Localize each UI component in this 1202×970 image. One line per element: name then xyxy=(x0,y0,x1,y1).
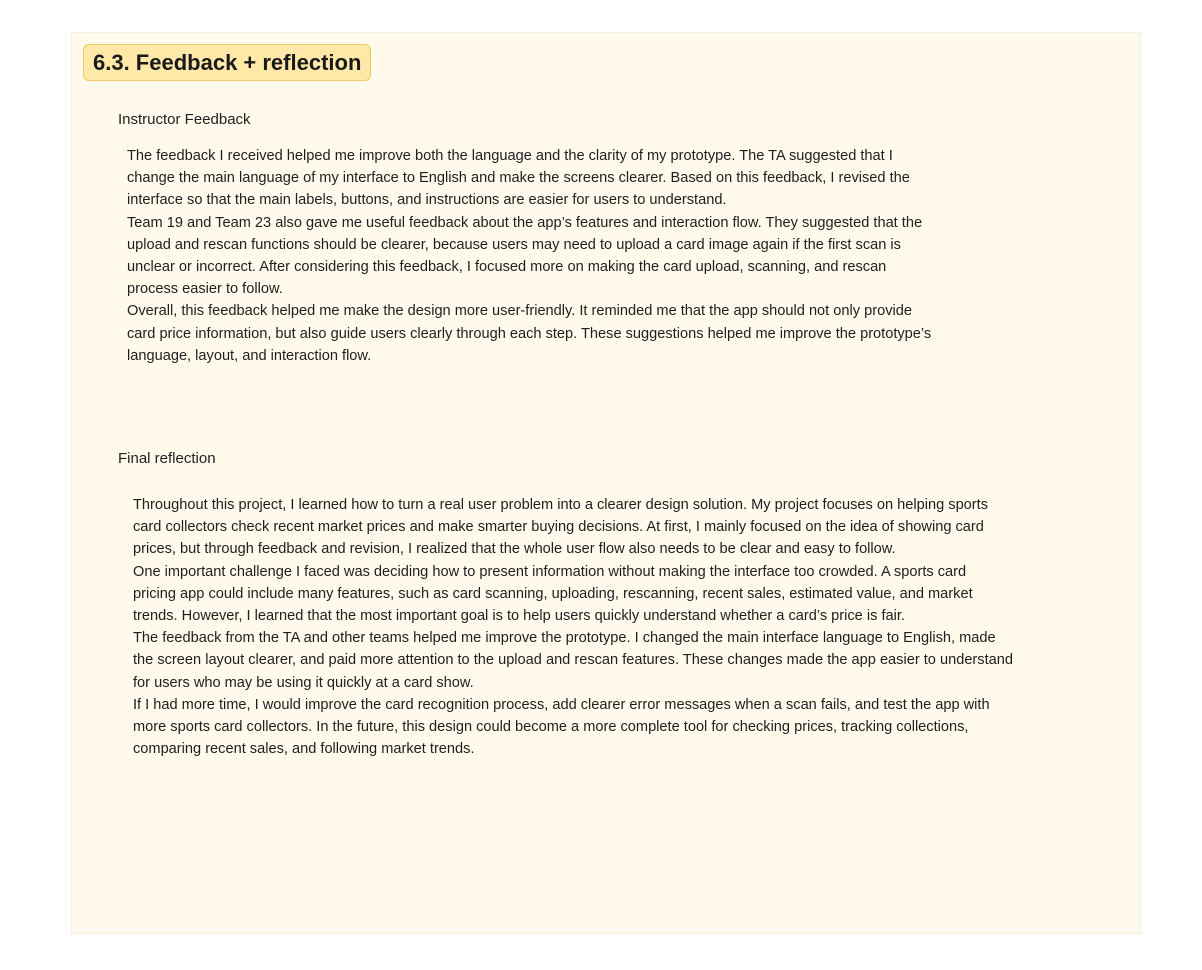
feedback-paragraph: The feedback I received helped me improve both the language and the clarity of my prototype. The TA suggested that I change the main language of my interface to English and make the screens clearer. Based on this feedback, I revised the interface so that the main labels, buttons, and instructions are easier for users to understand. xyxy=(127,148,910,209)
reflection-paragraph: If I had more time, I would improve the card recognition process, add clearer error messages when a scan fails, and test the app with more sports card collectors. In the future, this design could become a more complete tool for checking prices, tracking collections, comparing recent sales, and following market trends. xyxy=(133,696,990,758)
instructor-feedback-heading: Instructor Feedback xyxy=(118,111,251,128)
reflection-paragraph: The feedback from the TA and other teams helped me improve the prototype. I changed the main interface language to English, made the screen layout clearer, and paid more attention to the upload and rescan features. These changes made the app easier to understand for users who may be using it quickly at a card show. xyxy=(133,630,1013,691)
reflection-paragraph: Throughout this project, I learned how to turn a real user problem into a clearer design solution. My project focuses on helping sports card collectors check recent market prices and make smarter buying decisions. At first, I mainly focused on the idea of showing card prices, but through feedback and revision, I realized that the whole user flow also needs to be clear and easy to follow. xyxy=(133,497,989,558)
final-reflection-text[interactable] xyxy=(133,494,1013,760)
instructor-feedback-text[interactable] xyxy=(127,145,937,367)
feedback-paragraph: Overall, this feedback helped me make the design more user-friendly. It reminded me that the app should not only provide card price information, but also guide users clearly through each step. These suggestions helped me improve the prototype’s language, layout, and interaction flow. xyxy=(127,303,932,364)
section-title[interactable]: 6.3. Feedback + reflection xyxy=(83,44,371,81)
reflection-paragraph: One important challenge I faced was deciding how to present information without making the interface too crowded. A sports card pricing app could include many features, such as card scanning, uploading, rescanning, recent sales, estimated value, and market trends. However, I learned that the most important goal is to help users quickly understand whether a card’s price is fair. xyxy=(133,563,973,625)
final-reflection-heading: Final reflection xyxy=(118,450,216,467)
feedback-paragraph: Team 19 and Team 23 also gave me useful feedback about the app’s features and interaction flow. They suggested that the upload and rescan functions should be clearer, because users may need to upload a card image again if the first scan is unclear or incorrect. After considering this feedback, I focused more on making the card upload, scanning, and rescan process easier to follow. xyxy=(127,214,923,298)
